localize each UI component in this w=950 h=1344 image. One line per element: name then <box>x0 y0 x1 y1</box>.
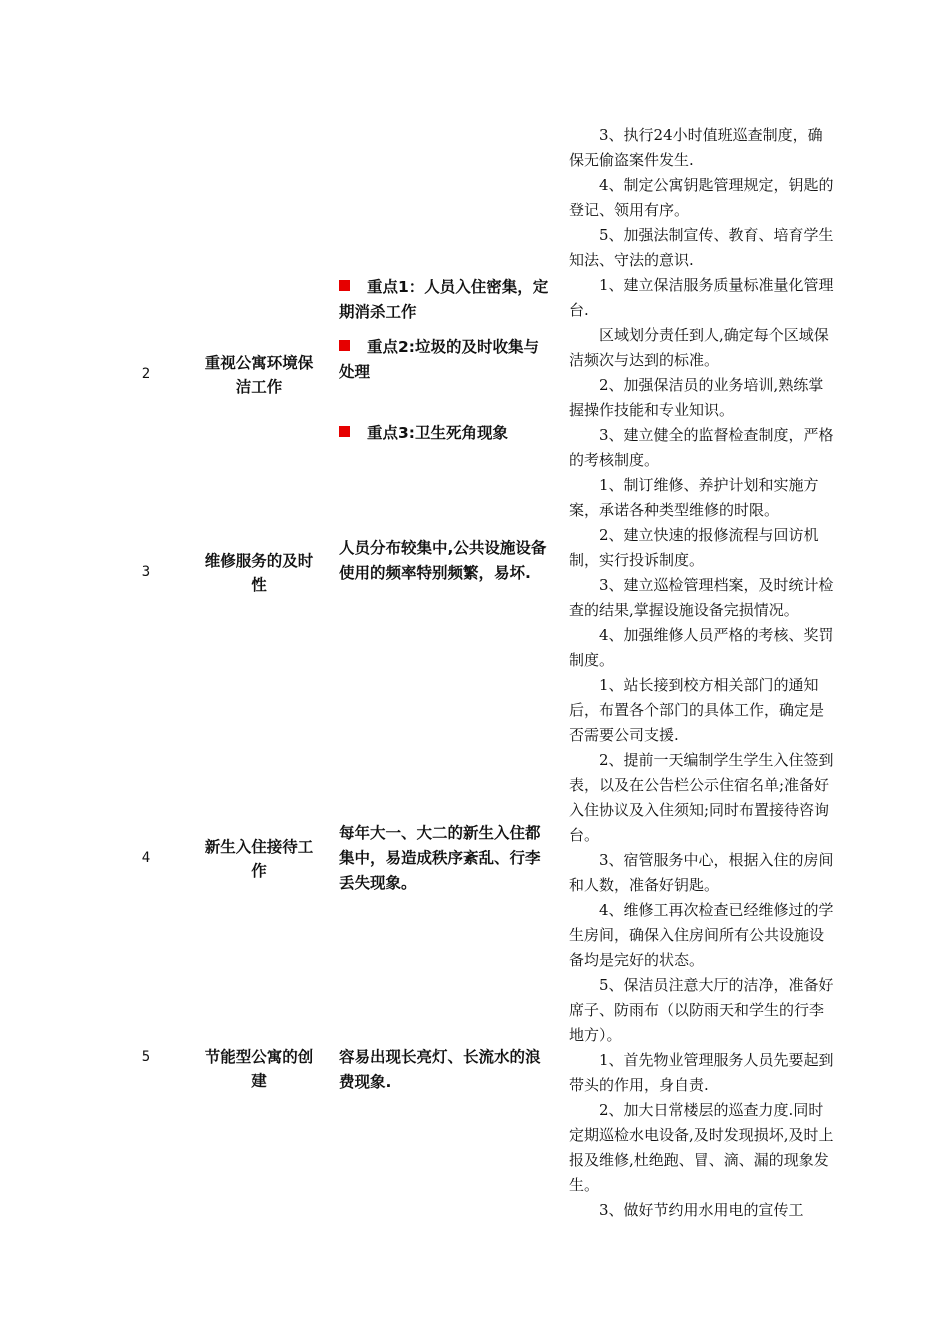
key-point-text: 重点3:卫生死角现象 <box>367 424 508 442</box>
key-point <box>339 335 554 385</box>
measure-paragraph: 3、建立巡检管理档案，及时统计检查的结果,掌握设施设备完损情况。 <box>569 576 834 619</box>
measure-paragraph: 4、维修工再次检查已经维修过的学生房间，确保入住房间所有公共设施设备均是完好的状态。 <box>569 901 834 969</box>
key-point <box>339 536 554 586</box>
measure-paragraph: 4、加强维修人员严格的考核、奖罚制度。 <box>569 626 834 669</box>
red-square-bullet-icon <box>339 426 350 437</box>
measures-column <box>569 123 835 1223</box>
measure-paragraph: 4、制定公寓钥匙管理规定，钥匙的登记、领用有序。 <box>569 176 834 219</box>
key-point-text: 重点2:垃圾的及时收集与处理 <box>339 338 539 381</box>
measure-paragraph: 5、加强法制宣传、教育、培育学生知法、守法的意识. <box>569 226 834 269</box>
measure-paragraph: 2、加大日常楼层的巡查力度.同时定期巡检水电设备,及时发现损坏,及时上报及维修,杜绝跑、冒、滴、漏的现象发生。 <box>569 1101 834 1194</box>
key-point <box>339 1045 554 1095</box>
key-point-text: 重点1：人员入住密集，定期消杀工作 <box>339 278 549 321</box>
row-title: 重视公寓环境保洁工作 <box>204 354 314 396</box>
row-title: 维修服务的及时性 <box>204 552 314 594</box>
row-number: 3 <box>141 564 151 580</box>
measure-paragraph: 区域划分责任到人,确定每个区域保洁频次与达到的标准。 <box>569 326 829 369</box>
measure-paragraph: 1、制订维修、养护计划和实施方案，承诺各种类型维修的时限。 <box>569 476 819 519</box>
row-number: 5 <box>141 1049 151 1065</box>
row-title: 新生入住接待工作 <box>204 838 314 880</box>
key-point-text: 每年大一、大二的新生入住都集中，易造成秩序紊乱、行李丢失现象。 <box>339 824 541 892</box>
red-square-bullet-icon <box>339 340 350 351</box>
measure-paragraph: 3、做好节约用水用电的宣传工 <box>599 1201 804 1219</box>
row-title: 节能型公寓的创建 <box>204 1048 314 1090</box>
measure-paragraph: 1、站长接到校方相关部门的通知后，布置各个部门的具体工作，确定是否需要公司支援. <box>569 676 825 744</box>
row-number: 4 <box>141 850 151 866</box>
row-number: 2 <box>141 366 151 382</box>
measure-paragraph: 1、建立保洁服务质量标准量化管理台. <box>569 276 834 319</box>
key-point <box>339 821 554 896</box>
measure-paragraph: 1、首先物业管理服务人员先要起到带头的作用，身自责. <box>569 1051 834 1094</box>
measure-paragraph: 3、执行24小时值班巡查制度，确保无偷盗案件发生. <box>569 126 823 169</box>
key-point <box>339 421 554 446</box>
measure-paragraph: 3、宿管服务中心，根据入住的房间和人数，准备好钥匙。 <box>569 851 834 894</box>
red-square-bullet-icon <box>339 280 350 291</box>
key-point-text: 容易出现长亮灯、长流水的浪费现象. <box>339 1048 541 1091</box>
key-point-text: 人员分布较集中,公共设施设备使用的频率特别频繁，易坏. <box>339 539 547 582</box>
measure-paragraph: 2、建立快速的报修流程与回访机制，实行投诉制度。 <box>569 526 819 569</box>
measure-paragraph: 5、保洁员注意大厅的洁净，准备好席子、防雨布（以防雨天和学生的行李地方）。 <box>569 976 834 1044</box>
measure-paragraph: 2、提前一天编制学生学生入住签到表，以及在公告栏公示住宿名单;准备好入住协议及入住须知;同时布置接待咨询台。 <box>569 751 834 844</box>
measure-paragraph: 3、建立健全的监督检查制度，严格的考核制度。 <box>569 426 834 469</box>
key-point <box>339 275 554 325</box>
measure-paragraph: 2、加强保洁员的业务培训,熟练掌握操作技能和专业知识。 <box>569 376 824 419</box>
